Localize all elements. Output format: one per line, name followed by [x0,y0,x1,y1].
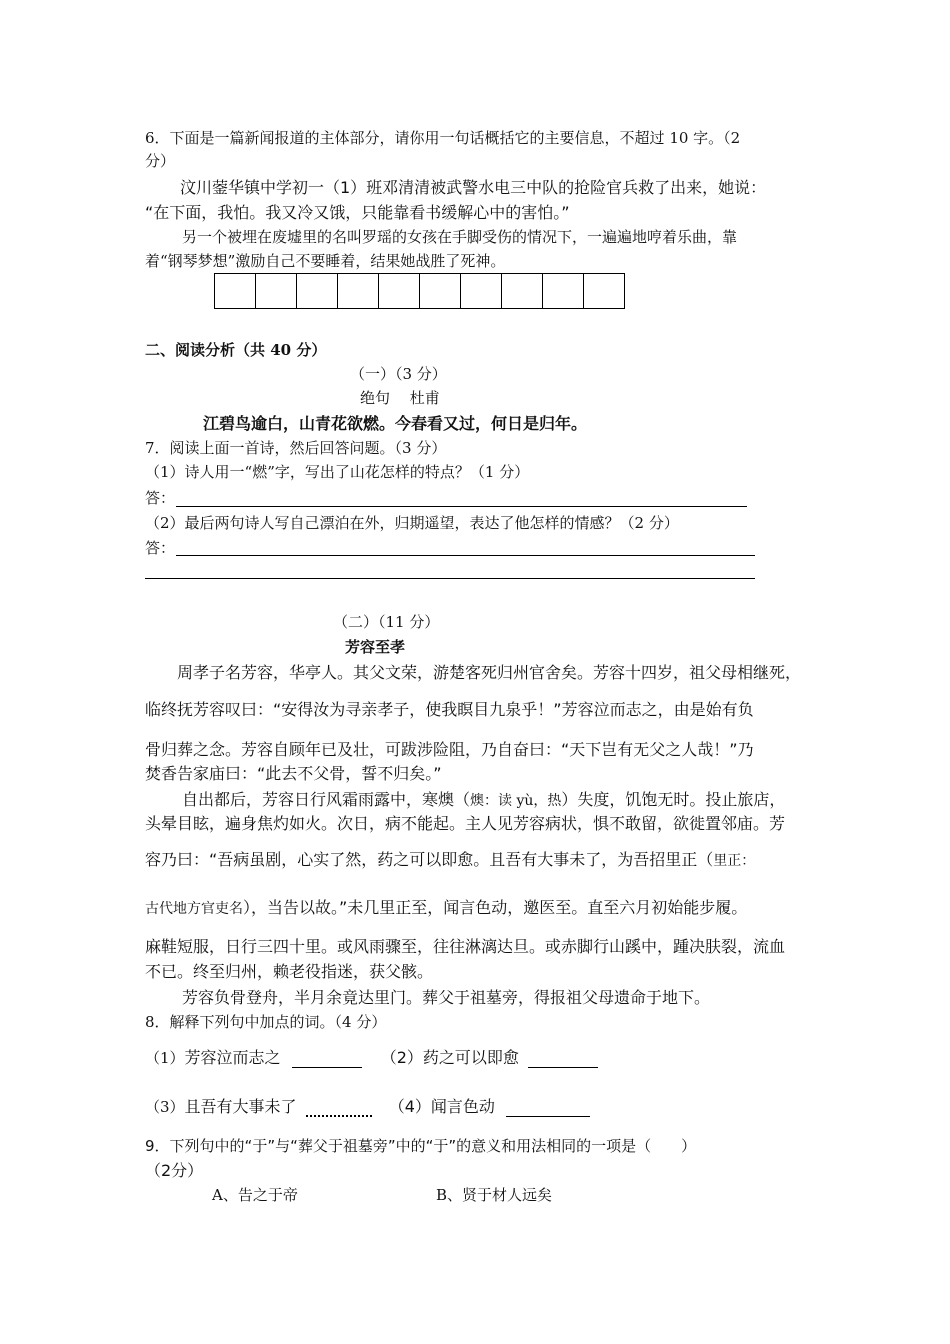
q7-answer-line2[interactable] [176,555,755,556]
q8-item1: 芳容泣而志之 [184,1048,281,1067]
answer-box[interactable] [460,273,502,309]
q6-stem-line2: 分） [145,152,176,170]
q8-item4: （4）闻言色动 [388,1097,495,1116]
q7-answer-label2: 答： [145,539,176,557]
q8-item3: 且吾有大事未了 [184,1097,297,1116]
q8-row1: （1）芳容泣而志之 （2）药之可以即愈 [145,1048,598,1068]
passage-p2-line6: 不已。终至归州，赖老役指迷，获父骸。 [145,962,434,981]
answer-box[interactable] [255,273,297,309]
q8-blank4[interactable] [506,1098,590,1117]
annotation-lizheng-cont: 古代地方官吏名 [145,901,243,917]
q6-news-p1-line2: “在下面，我怕。我又冷又饿，只能靠看书缓解心中的害怕。” [145,203,570,222]
section2-title: 二、阅读分析（共 40 分） [145,341,327,359]
q7-answer-line1[interactable] [176,506,747,507]
passage-p2-line4: 古代地方官吏名），当告以故。”未几里正至，闻言色动，邀医至。直至六月初始能步履。 [145,898,748,917]
answer-box[interactable] [337,273,379,309]
q8-stem: 8．解释下列句中加点的词。（4 分） [145,1013,387,1031]
q9-stem: 9．下列句中的“于”与“葬父于祖墓旁”中的“于”的意义和用法相同的一项是（ ） [145,1137,697,1155]
q6-news-p2-line1: 另一个被埋在废墟里的名叫罗瑶的女孩在手脚受伤的情况下，一遍遍地哼着乐曲，靠 [182,228,738,246]
passage-p2-line5: 麻鞋短服，日行三四十里。或风雨骤至，往往淋漓达旦。或赤脚行山蹊中，踵决肤裂，流血 [145,937,786,956]
q7-sub2: （2）最后两句诗人写自己漂泊在外，归期遥望，表达了他怎样的情感？（2 分） [145,514,679,532]
answer-box[interactable] [583,273,625,309]
q9-score: （2分） [145,1161,204,1180]
passage-p3-line1: 芳容负骨登舟，半月余竟达里门。葬父于祖墓旁，得报祖父母遗命于地下。 [182,988,711,1007]
passage-p2-line3: 容乃曰：“吾病虽剧，心实了然，药之可以即愈。且吾有大事未了，为吾招里正（里正： [145,850,756,869]
passage-p1-line1: 周孝子名芳容，华亭人。其父文荣，游楚客死归州官舍矣。芳容十四岁，祖父母相继死， [177,663,802,682]
answer-box[interactable] [378,273,420,309]
q9-option-b[interactable]: B、贤于材人远矣 [436,1186,553,1204]
passage-p2-line1: 自出都后，芳容日行风霜雨露中，寒燠（燠：读 yù，热）失度，饥饱无时。投止旅店， [182,790,786,809]
answer-box[interactable] [542,273,584,309]
q9-option-a[interactable]: A、告之于帝 [212,1186,298,1204]
q8-row2: （3）且吾有大事未了 （4）闻言色动 [145,1097,590,1117]
part2-header: （二）（11 分） [333,613,440,631]
answer-box[interactable] [501,273,543,309]
q7-answer-line3[interactable] [145,578,755,579]
passage-p1-line4: 焚香告家庙曰：“此去不父骨，誓不归矣。” [145,764,442,783]
q6-stem-line1: 6．下面是一篇新闻报道的主体部分，请你用一句话概括它的主要信息，不超过 10 字。（2 [145,129,741,147]
answer-box[interactable] [296,273,338,309]
q8-blank2[interactable] [528,1049,598,1068]
q8-blank1[interactable] [292,1049,362,1068]
answer-box[interactable] [419,273,461,309]
annotation-yu: 燠：读 yù，热 [470,793,562,809]
q7-answer-label1: 答： [145,489,176,507]
passage-p1-line3: 骨归葬之念。芳容自顾年已及壮，可跋涉险阻，乃自奋曰：“天下岂有无父之人哉！”乃 [145,740,754,759]
q6-news-p1-line1: 汶川蓥华镇中学初一（1）班邓清清被武警水电三中队的抢险官兵救了出来，她说： [180,178,767,197]
poem-title: 绝句 杜甫 [360,389,440,407]
q7-sub1: （1）诗人用一“燃”字，写出了山花怎样的特点？（1 分） [145,463,530,481]
q6-answer-grid[interactable] [215,273,625,309]
part1-header: （一）（3 分） [350,365,447,383]
q7-stem: 7．阅读上面一首诗，然后回答问题。（3 分） [145,439,447,457]
poem-text: 江碧鸟逾白，山青花欲燃。今春看又过，何日是归年。 [203,414,588,433]
passage-p1-line2: 临终抚芳容叹曰：“安得汝为寻亲孝子，使我瞑目九泉乎！”芳容泣而志之，由是始有负 [145,700,754,719]
q8-blank3[interactable] [306,1097,372,1117]
passage-title: 芳容至孝 [345,638,406,656]
answer-box[interactable] [214,273,256,309]
annotation-lizheng: 里正： [713,853,756,869]
q6-news-p2-line2: 着“钢琴梦想”激励自己不要睡着，结果她战胜了死神。 [145,252,506,270]
q8-item2: （2）药之可以即愈 [380,1048,519,1067]
passage-p2-line2: 头晕目眩，遍身焦灼如火。次日，病不能起。主人见芳容病状，惧不敢留，欲徙置邻庙。芳 [145,814,786,833]
